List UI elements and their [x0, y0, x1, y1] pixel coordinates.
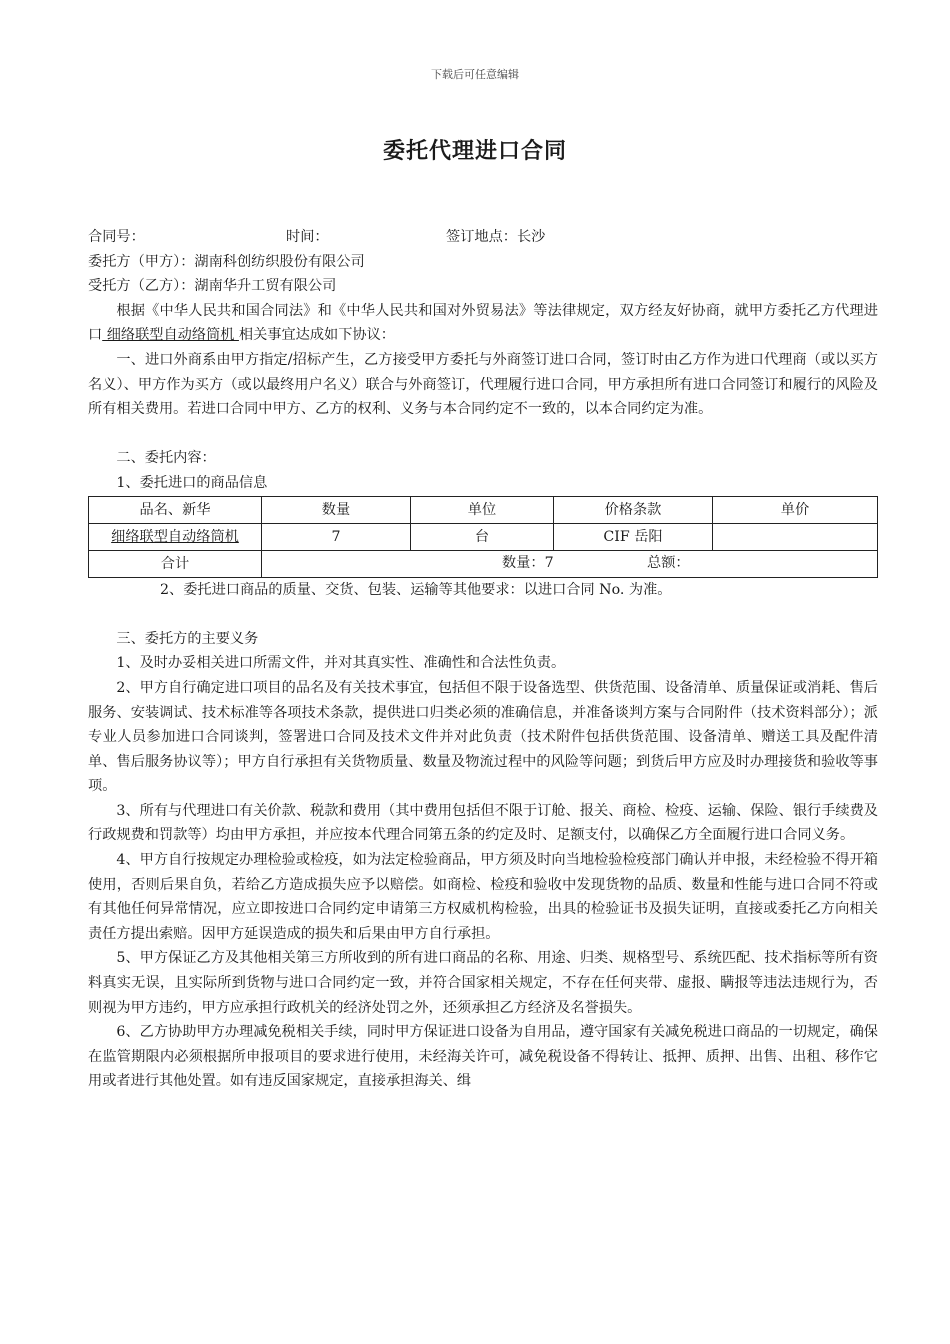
obligation-1: 1、及时办妥相关进口所需文件，并对其真实性、准确性和合法性负责。	[116, 655, 566, 672]
cell-quantity: 7	[262, 523, 411, 550]
party-a: 委托方（甲方）：湖南科创纺织股份有限公司	[88, 253, 365, 270]
place-label: 签订地点：	[446, 229, 517, 245]
obligation-6: 6、乙方协助甲方办理减免税相关手续，同时甲方保证进口设备为自用品，遵守国家有关减免税进口商品的一切规定，确保在监管期限内必须根据所申报项目的要求进行使用，未经海关许可，减免税设备不得转让、抵押、质押、出售、出租、移作它用或者进行其他处置。如有违反国家规定，直接承担海关、缉	[88, 1024, 878, 1090]
section-2-sub1: 1、委托进口的商品信息	[116, 474, 268, 491]
obligation-4: 4、甲方自行按规定办理检验或检疫，如为法定检验商品，甲方须及时向当地检验检疫部门确认并申报，未经检验不得开箱使用，否则后果自负，若给乙方造成损失应予以赔偿。如商检、检疫和验收中发现货物的品质、数量和性能与进口合同不符或有其他任何异常情况，应立即按进口合同约定申请第三方权威机构检验，出具的检验证书及损失证明，直接或委托乙方向相关责任方提出索赔。因甲方延误造成的损失和后果由甲方自行承担。	[88, 852, 878, 942]
document-title: 委托代理进口合同	[382, 138, 567, 164]
obligation-5: 5、甲方保证乙方及其他相关第三方所收到的所有进口商品的名称、用途、归类、规格型号、系统匹配、技术指标等所有资料真实无误，且实际所到货物与进口合同约定一致，并符合国家相关规定，不存在任何夹带、虚报、瞒报等违法违规行为，否则视为甲方违约，甲方应承担行政机关的经济处罚之外，还须承担乙方经济及名誉损失。	[88, 950, 878, 1016]
section-2-title: 二、委托内容：	[116, 450, 216, 467]
table-row	[89, 523, 878, 550]
th-unit-price: 单价	[713, 496, 878, 523]
total-quantity: 数量：7	[502, 554, 554, 571]
total-amount: 总额：	[647, 554, 690, 571]
clause-1: 一、进口外商系由甲方指定/招标产生，乙方接受甲方委托与外商签订进口合同，签订时由乙方作为进口代理商（或以买方名义）、甲方作为买方（或以最终用户名义）联合与外商签订，代理履行进口合同，甲方承担所有进口合同签订和履行的风险及所有相关费用。若进口合同中甲方、乙方的权利、义务与本合同约定不一致的，以本合同约定为准。	[88, 351, 878, 418]
th-price-term: 价格条款	[554, 496, 713, 523]
intro-part2: 相关事宜达成如下协议：	[238, 327, 395, 344]
intro-product: 细络联型自动络筒机	[102, 327, 239, 344]
intro-part1: 根据《中华人民共和国合同法》和《中华人民共和国对外贸易法》等法律规定，双方经友好协商，就甲方委托乙方代理进口	[88, 302, 878, 344]
th-unit: 单位	[411, 496, 554, 523]
cell-name: 细络联型自动络筒机	[89, 523, 262, 550]
header-note: 下载后可任意编辑	[431, 68, 519, 81]
th-quantity: 数量	[262, 496, 411, 523]
intro-paragraph	[88, 299, 878, 348]
contract-body	[88, 225, 878, 1094]
obligation-2: 2、甲方自行确定进口项目的品名及有关技术事宜，包括但不限于设备选型、供货范围、设备清单、质量保证或消耗、售后服务、安装调试、技术标准等各项技术条款，提供进口归类必须的准确信息，并准备谈判方案与合同附件（技术资料部分）；派专业人员参加进口合同谈判，签署进口合同及技术文件并对此负责（技术附件包括供货范围、设备清单、赠送工具及配件清单、售后服务协议等）；甲方自行承担有关货物质量、数量及物流过程中的风险等问题；到货后甲方应及时办理接货和验收等事项。	[88, 679, 878, 795]
cell-price-term: CIF 岳阳	[554, 523, 713, 550]
table-total-row	[89, 550, 878, 577]
meta-row	[88, 225, 878, 250]
cell-unit: 台	[411, 523, 554, 550]
time-label: 时间：	[286, 229, 329, 245]
table-header-row	[89, 496, 878, 523]
cell-unit-price	[713, 523, 878, 550]
goods-table	[88, 496, 878, 578]
obligation-3: 3、所有与代理进口有关价款、税款和费用（其中费用包括但不限于订舱、报关、商检、检疫、运输、保险、银行手续费及行政规费和罚款等）均由甲方承担，并应按本代理合同第五条的约定及时、足额支付，以确保乙方全面履行进口合同义务。	[88, 802, 878, 844]
contract-no-label: 合同号：	[88, 229, 145, 245]
total-label: 合计	[89, 550, 262, 577]
section-2-sub2: 2、委托进口商品的质量、交货、包装、运输等其他要求：以进口合同 No. 为准。	[160, 581, 672, 598]
total-cell	[262, 550, 878, 577]
party-b: 受托方（乙方）：湖南华升工贸有限公司	[88, 278, 337, 295]
place-value: 长沙	[516, 229, 546, 245]
section-3-title: 三、委托方的主要义务	[116, 630, 259, 647]
th-name: 品名、新华	[89, 496, 262, 523]
